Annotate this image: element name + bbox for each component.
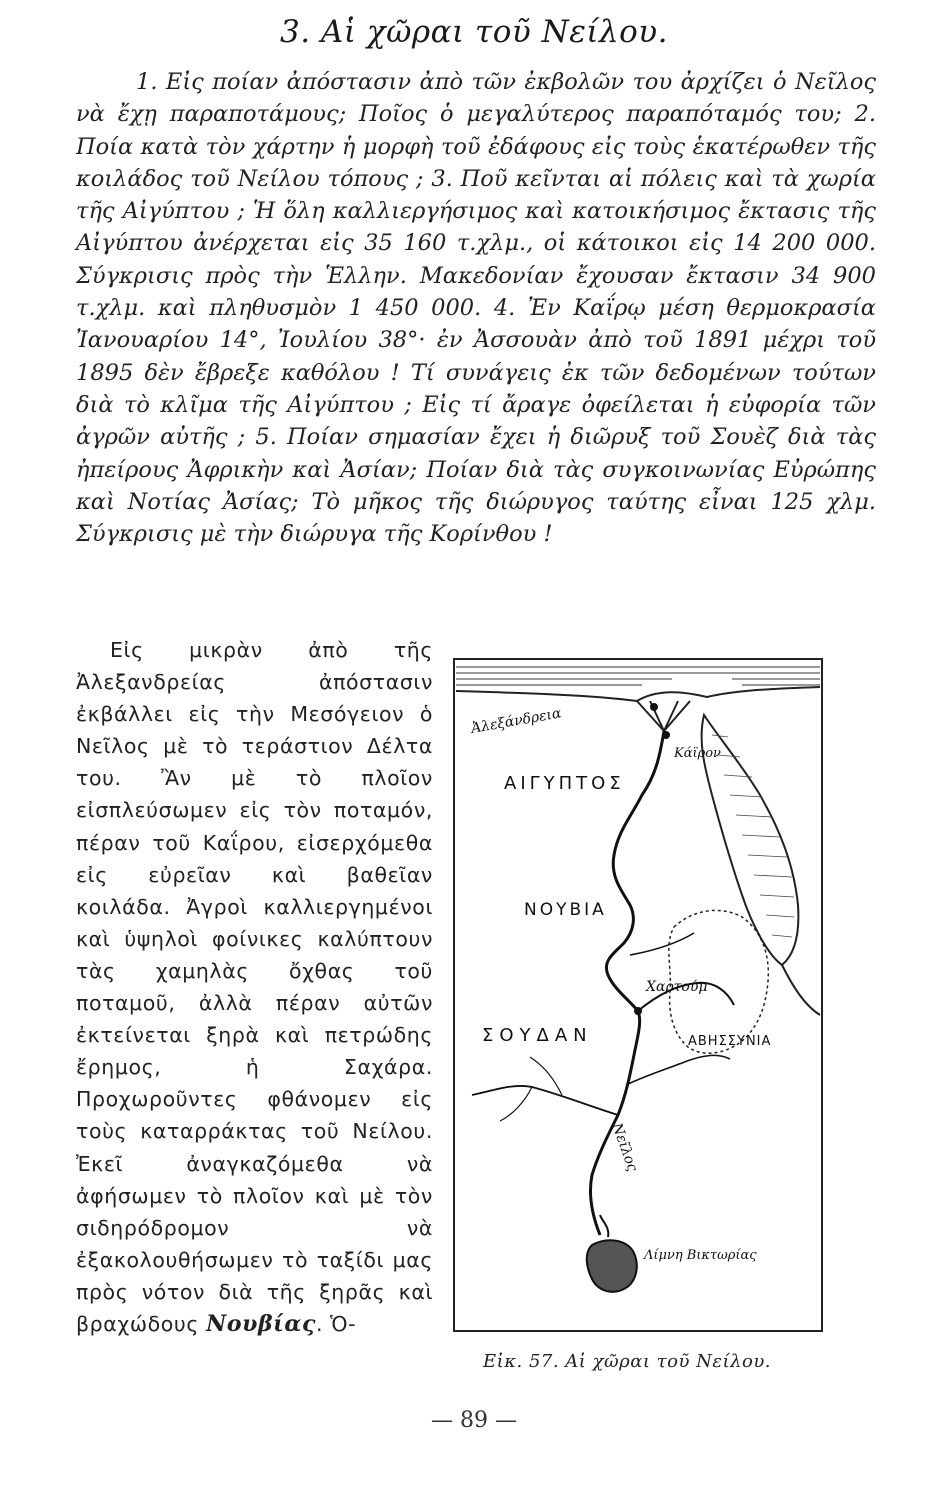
body-text bbox=[76, 634, 433, 1340]
nile-map-figure bbox=[442, 655, 827, 1339]
label-khartoum: Χαρτούμ bbox=[646, 979, 708, 995]
body-text-main: Εἰς μικρὰν ἀπὸ τῆς Ἀλεξανδρείας ἀπόστασιν ἐκβάλλει εἰς τὴν Μεσόγειον ὁ Νεῖλος μὲ τὸ τεράστιον Δέλτα του. Ἂν μὲ τὸ πλοῖον εἰσπλεύσωμεν εἰς τὸν ποταμόν, πέραν τοῦ Καΐρου, εἰσερχόμεθα εἰς εὐρεῖαν καὶ βαθεῖαν κοιλάδα. Ἀγροὶ καλλιεργημένοι καὶ ὑψηλοὶ φοίνικες καλύπτουν τὰς χαμηλὰς ὄχθας τοῦ ποταμοῦ, ἀλλὰ πέραν αὐτῶν ἐκτείνεται ξηρὰ καὶ πετρώδης ἔρημος, ἡ Σαχάρα. Προχωροῦντες φθάνομεν εἰς τοὺς καταρράκτας τοῦ Νείλου. Ἐκεῖ ἀναγκαζόμεθα νὰ ἀφήσωμεν τὸ πλοῖον καὶ μὲ τὸν σιδηρόδρομον νὰ ἐξακολουθήσωμεν τὸ ταξίδι μας πρὸς νότον διὰ τῆς ξηρᾶς καὶ βραχώδους bbox=[76, 638, 433, 1336]
atbara-river bbox=[630, 933, 694, 955]
label-sudan: ΣΟΥΔΑΝ bbox=[482, 1025, 593, 1046]
alexandria-city-dot bbox=[650, 703, 658, 711]
western-tributaries bbox=[500, 1057, 562, 1121]
label-abyssinia: ΑΒΗΣΣΥΝΙΑ bbox=[688, 1034, 772, 1049]
page-number: — 89 — bbox=[431, 1408, 517, 1433]
body-paragraph bbox=[76, 634, 433, 1340]
label-nile: Νεῖλος bbox=[608, 1120, 641, 1174]
body-text-tail: . Ὁ- bbox=[315, 1311, 357, 1336]
label-alexandria: Ἀλεξάνδρεια bbox=[469, 705, 563, 737]
label-lake-victoria: Λίμνη Βικτωρίας bbox=[644, 1248, 757, 1263]
label-cairo: Κάϊρον bbox=[674, 746, 721, 761]
exercises-paragraph bbox=[76, 66, 876, 550]
bahr-el-ghazal-river bbox=[472, 1086, 618, 1115]
nile-source bbox=[600, 1215, 608, 1237]
map-frame bbox=[454, 659, 822, 1331]
exercises-text: 1. Εἰς ποίαν ἀπόστασιν ἀπὸ τῶν ἐκβολῶν του ἀρχίζει ὁ Νεῖλος νὰ ἔχῃ παραποτάμους; Ποῖος ὁ μεγαλύτερος παραπόταμός του; 2. Ποία κατὰ τὸν χάρτην ἡ μορφὴ τοῦ ἐδάφους εἰς τοὺς ἑκατέρωθεν τῆς κοιλάδος τοῦ Νείλου τόπους ; 3. Ποῦ κεῖνται αἱ πόλεις καὶ τὰ χωρία τῆς Αἰγύπτου ; Ἡ ὅλη καλλιεργήσιμος καὶ κατοικήσιμος ἔκτασις τῆς Αἰγύπτου ἀνέρχεται εἰς 35 160 τ.χλμ., οἱ κάτοικοι εἰς 14 200 000. Σύγκρισις πρὸς τὴν Ἑλλην. Μακεδονίαν ἔχουσαν ἔκτασιν 34 900 τ.χλμ. καὶ πληθυσμὸν 1 450 000. 4. Ἐν Καΐρῳ μέση θερμοκρασία Ἰανουαρίου 14°, Ἰουλίου 38°· ἐν Ἀσσουὰν ἀπὸ τοῦ 1891 μέχρι τοῦ 1895 δὲν ἔβρεξε καθόλου ! Τί συνάγεις ἐκ τῶν δεδομένων τούτων διὰ τὸ κλῖμα τῆς Αἰγύπτου ; Εἰς τί ἄραγε ὀφείλεται ἡ εὐφορία τῶν ἀγρῶν αὐτῆς ; 5. Ποίαν σημασίαν ἔχει ἡ διῶρυξ τοῦ Σουὲζ διὰ τὰς ἠπείρους Ἀφρικὴν καὶ Ἀσίαν; Ποίαν διὰ τὰς συγκοινωνίας Εὐρώπης καὶ Νοτίας Ἀσίας; Τὸ μῆκος τῆς διώρυγος ταύτης εἶναι 125 χλμ. Σύγκρισις μὲ τὴν διώρυγα τῆς Κορίνθου ! bbox=[76, 69, 876, 548]
khartoum-city-dot bbox=[634, 1007, 642, 1015]
label-egypt: ΑΙΓΥΠΤΟΣ bbox=[504, 773, 625, 794]
label-nubia: ΝΟΥΒΙΑ bbox=[524, 900, 607, 920]
nile-delta bbox=[637, 701, 690, 731]
gulf-of-aden-coast bbox=[782, 965, 820, 1015]
lake-victoria bbox=[587, 1240, 637, 1291]
nile-map bbox=[442, 655, 827, 1339]
sobat-river bbox=[626, 1055, 730, 1085]
figure-caption: Εἰκ. 57. Αἱ χῶραι τοῦ Νείλου. bbox=[483, 1351, 772, 1372]
body-emphasis-nubia: Νουβίας bbox=[206, 1310, 316, 1337]
cairo-city-dot bbox=[662, 731, 670, 739]
mediterranean-sea-hatching bbox=[456, 667, 820, 685]
page-title: 3. Αἱ χῶραι τοῦ Νείλου. bbox=[280, 14, 668, 50]
mediterranean-coastline bbox=[456, 687, 820, 701]
